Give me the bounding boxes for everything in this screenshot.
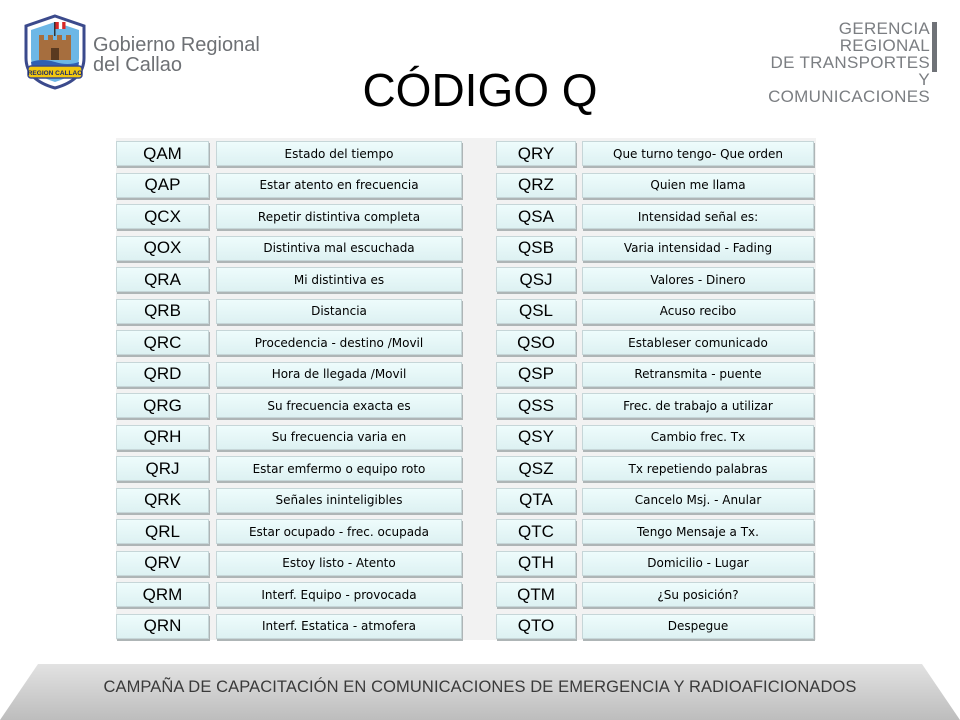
q-code-cell: QTM [496, 582, 576, 607]
q-meaning-cell: Estoy listo - Atento [216, 551, 462, 576]
q-meaning-cell: ¿Su posición? [582, 582, 814, 607]
q-meaning-cell: Distintiva mal escuchada [216, 236, 462, 261]
q-meaning-cell: Repetir distintiva completa [216, 204, 462, 229]
org-left-line2: del Callao [93, 54, 182, 76]
q-code-cell: QTA [496, 488, 576, 513]
q-code-cell: QRV [116, 551, 209, 576]
table-row [116, 204, 816, 233]
table-row [116, 456, 816, 485]
q-meaning-cell: Despegue [582, 614, 814, 639]
q-code-cell: QRD [116, 362, 209, 387]
q-code-cell: QRH [116, 425, 209, 450]
q-meaning-cell: Mi distintiva es [216, 267, 462, 292]
q-code-cell: QSJ [496, 267, 576, 292]
q-code-cell: QRB [116, 299, 209, 324]
table-row [116, 236, 816, 265]
q-code-cell: QRY [496, 141, 576, 166]
q-code-cell: QSA [496, 204, 576, 229]
q-code-cell: QAM [116, 141, 209, 166]
table-row [116, 551, 816, 580]
logo-ribbon-text: REGION CALLAO [27, 70, 83, 77]
q-code-cell: QTC [496, 519, 576, 544]
table-row [116, 519, 816, 548]
table-row [116, 173, 816, 202]
q-code-cell: QRC [116, 330, 209, 355]
q-meaning-cell: Acuso recibo [582, 299, 814, 324]
q-code-cell: QOX [116, 236, 209, 261]
q-meaning-cell: Su frecuencia varia en [216, 425, 462, 450]
q-meaning-cell: Que turno tengo- Que orden [582, 141, 814, 166]
q-code-cell: QCX [116, 204, 209, 229]
q-meaning-cell: Hora de llegada /Movil [216, 362, 462, 387]
q-meaning-cell: Tengo Mensaje a Tx. [582, 519, 814, 544]
q-code-cell: QSP [496, 362, 576, 387]
q-meaning-cell: Cambio frec. Tx [582, 425, 814, 450]
q-code-cell: QRA [116, 267, 209, 292]
table-row [116, 267, 816, 296]
table-row [116, 362, 816, 391]
q-code-cell: QRM [116, 582, 209, 607]
q-meaning-cell: Estableser comunicado [582, 330, 814, 355]
q-meaning-cell: Estar atento en frecuencia [216, 173, 462, 198]
table-row [116, 425, 816, 454]
q-meaning-cell: Señales ininteligibles [216, 488, 462, 513]
q-meaning-cell: Tx repetiendo palabras [582, 456, 814, 481]
table-row [116, 582, 816, 611]
q-meaning-cell: Valores - Dinero [582, 267, 814, 292]
q-meaning-cell: Estar ocupado - frec. ocupada [216, 519, 462, 544]
table-row [116, 330, 816, 359]
table-row [116, 299, 816, 328]
q-code-cell: QRL [116, 519, 209, 544]
q-code-cell: QRK [116, 488, 209, 513]
table-row [116, 488, 816, 517]
q-code-cell: QSL [496, 299, 576, 324]
q-code-cell: QSY [496, 425, 576, 450]
q-meaning-cell: Estado del tiempo [216, 141, 462, 166]
q-code-cell: QSZ [496, 456, 576, 481]
q-code-cell: QTO [496, 614, 576, 639]
org-left-line1: Gobierno Regional [93, 34, 260, 56]
table-row [116, 141, 816, 170]
q-meaning-cell: Distancia [216, 299, 462, 324]
q-meaning-cell: Intensidad señal es: [582, 204, 814, 229]
q-meaning-cell: Cancelo Msj. - Anular [582, 488, 814, 513]
q-meaning-cell: Retransmita - puente [582, 362, 814, 387]
q-meaning-cell: Domicilio - Lugar [582, 551, 814, 576]
q-code-cell: QSS [496, 393, 576, 418]
q-code-cell: QSB [496, 236, 576, 261]
table-row [116, 393, 816, 422]
q-code-cell: QRJ [116, 456, 209, 481]
q-meaning-cell: Su frecuencia exacta es [216, 393, 462, 418]
q-meaning-cell: Frec. de trabajo a utilizar [582, 393, 814, 418]
q-meaning-cell: Estar emfermo o equipo roto [216, 456, 462, 481]
org-right-line2: DE TRANSPORTES Y [770, 53, 930, 89]
q-meaning-cell: Varia intensidad - Fading [582, 236, 814, 261]
q-meaning-cell: Procedencia - destino /Movil [216, 330, 462, 355]
q-code-cell: QAP [116, 173, 209, 198]
org-right-line3: COMUNICACIONES [768, 87, 930, 106]
q-meaning-cell: Interf. Equipo - provocada [216, 582, 462, 607]
q-code-cell: QRZ [496, 173, 576, 198]
q-code-cell: QSO [496, 330, 576, 355]
q-meaning-cell: Interf. Estatica - atmofera [216, 614, 462, 639]
org-right-line1: GERENCIA REGIONAL [838, 19, 930, 55]
q-code-cell: QRN [116, 614, 209, 639]
footer-caption: CAMPAÑA DE CAPACITACIÓN EN COMUNICACIONES DE EMERGENCIA Y RADIOAFICIONADOS [103, 678, 857, 696]
page-title: CÓDIGO Q [362, 64, 598, 116]
table-row [116, 614, 816, 643]
q-meaning-cell: Quien me llama [582, 173, 814, 198]
q-code-cell: QTH [496, 551, 576, 576]
q-code-cell: QRG [116, 393, 209, 418]
